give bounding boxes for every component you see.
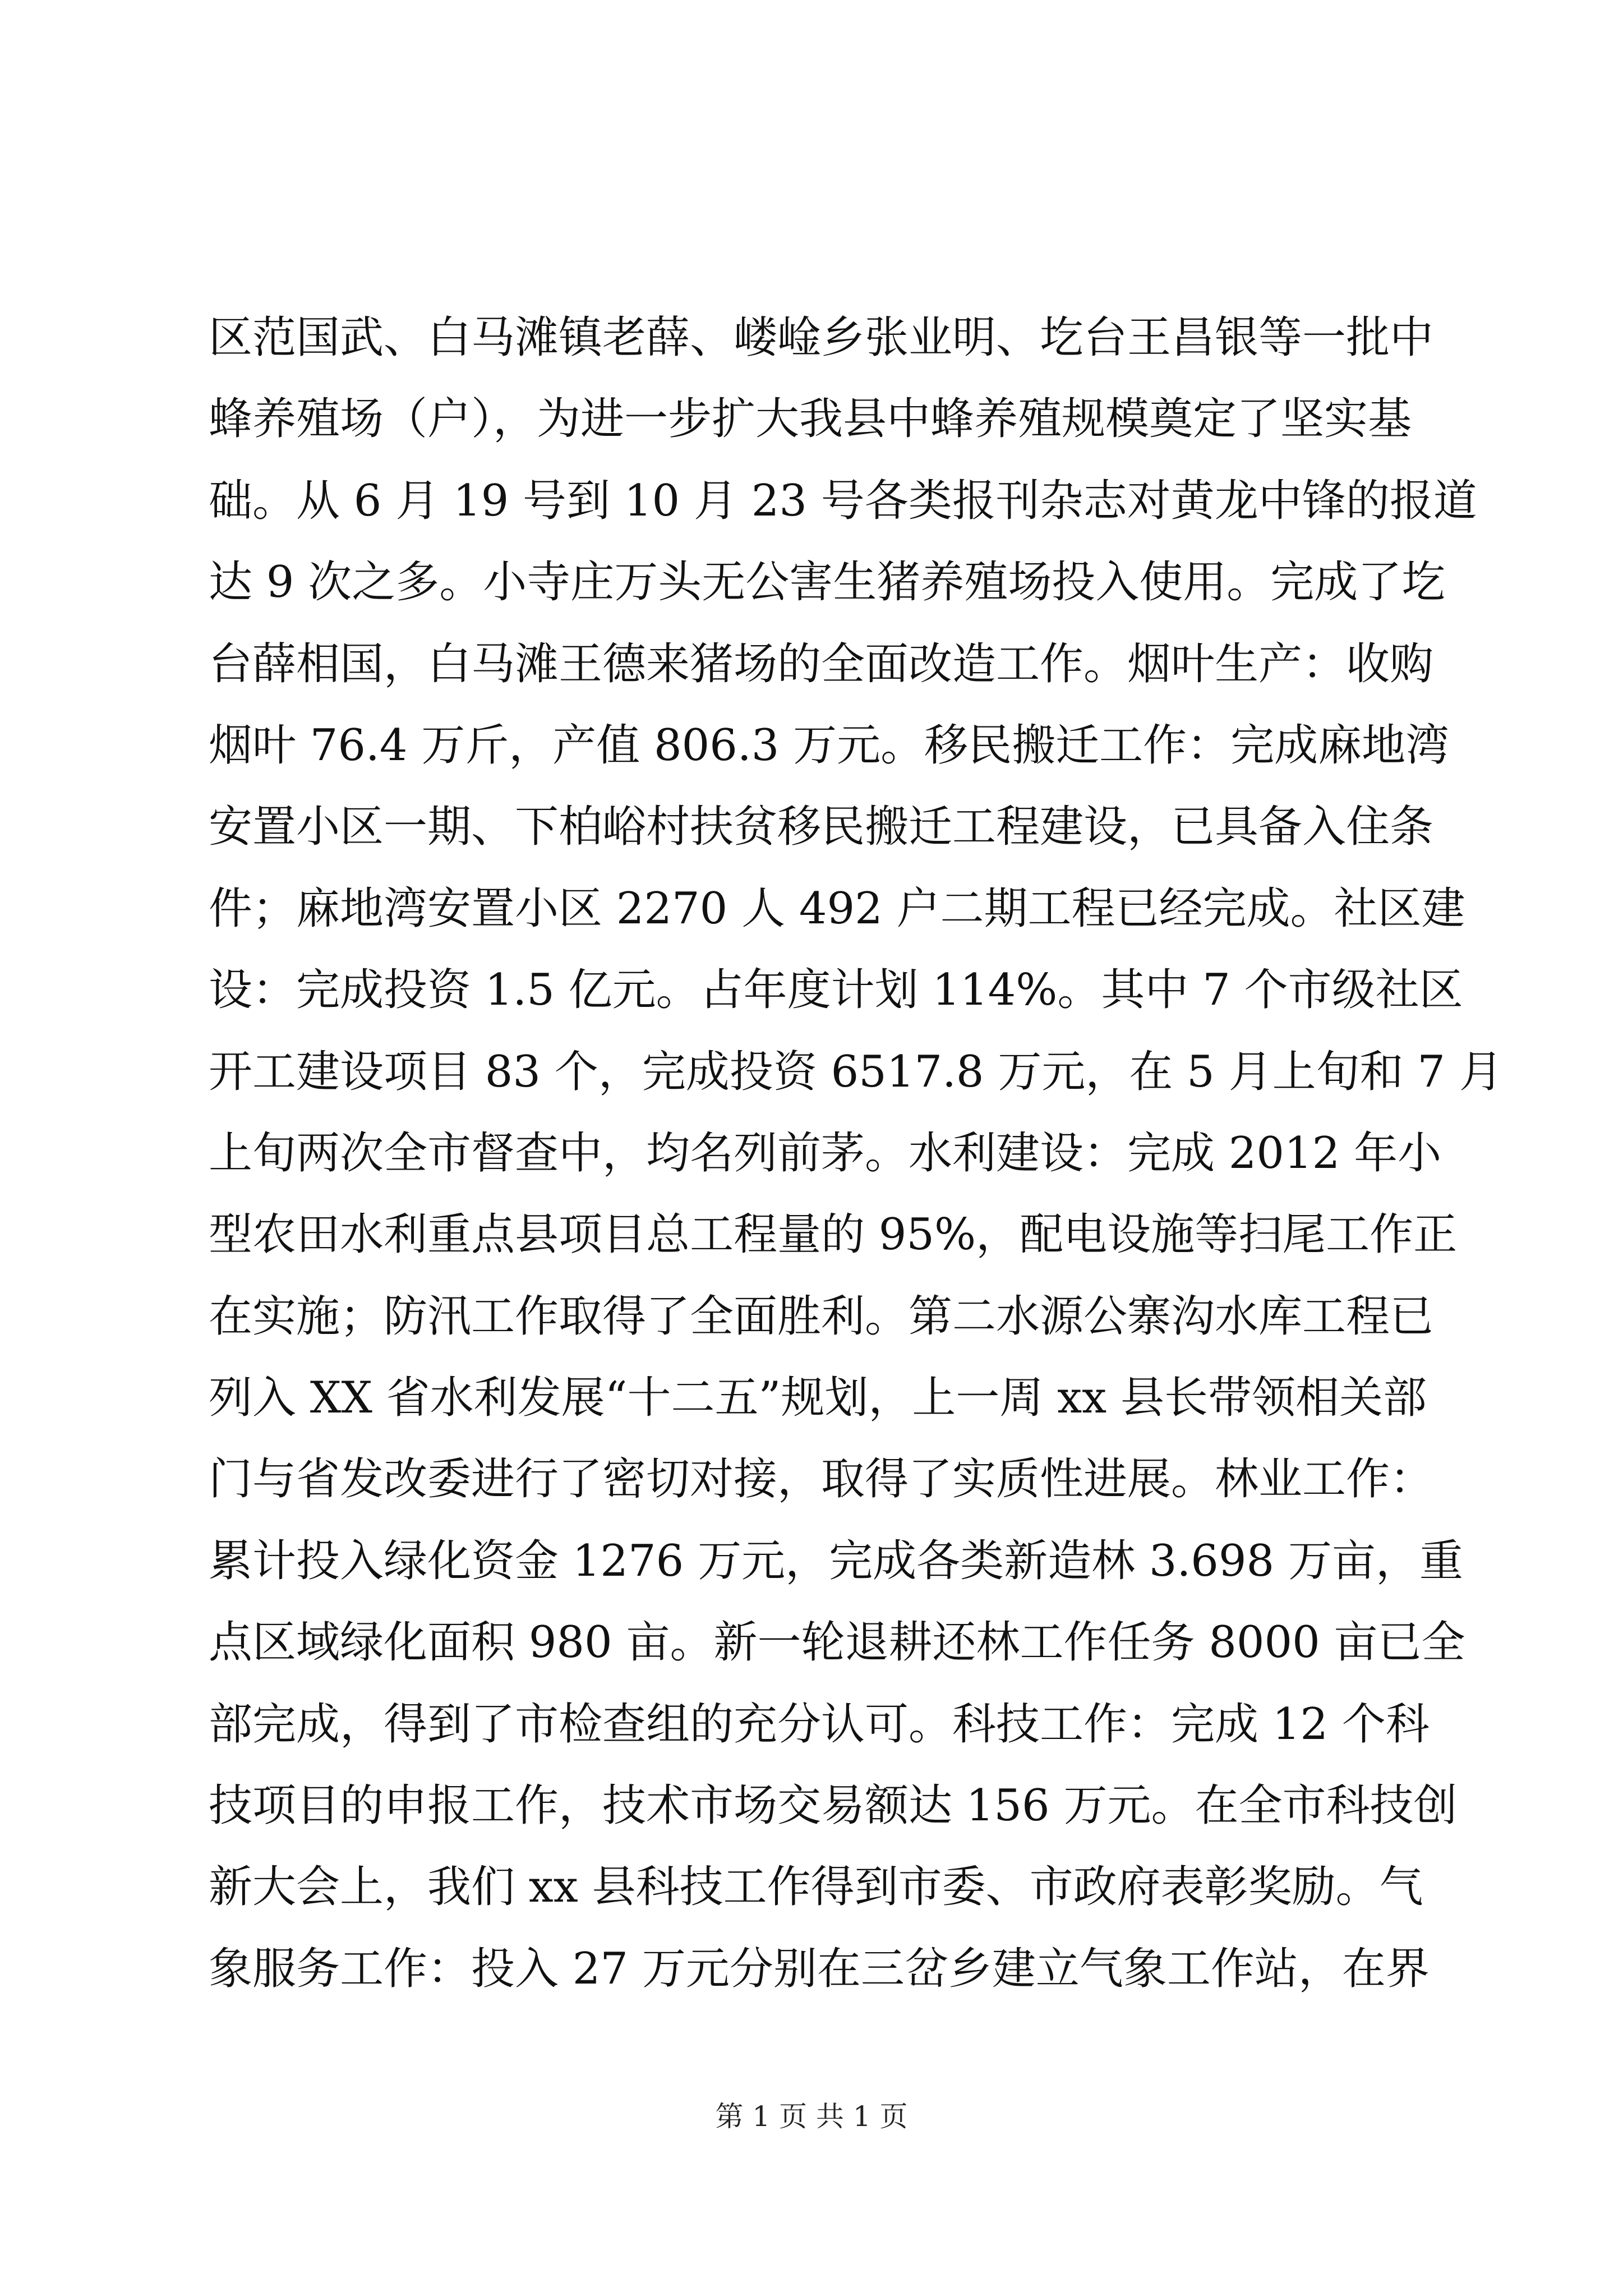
text-line: 累计投入绿化资金 1276 万元，完成各类新造林 3.698 万亩，重 (209, 1535, 1463, 1586)
text-line: 上旬两次全市督查中，均名列前茅。水利建设：完成 2012 年小 (209, 1128, 1442, 1179)
text-line: 设：完成投资 1.5 亿元。占年度计划 114%。其中 7 个市级社区 (209, 965, 1463, 1016)
text-line: 列入 XX 省水利发展“十二五”规划，上一周 xx 县长带领相关部 (209, 1373, 1427, 1424)
text-line: 达 9 次之多。小寺庄万头无公害生猪养殖场投入使用。完成了圪 (209, 557, 1446, 608)
text-line: 件；麻地湾安置小区 2270 人 492 户二期工程已经完成。社区建 (209, 883, 1465, 934)
text-line: 安置小区一期、下柏峪村扶贫移民搬迁工程建设，已具备入住条 (209, 802, 1434, 853)
text-line: 础。从 6 月 19 号到 10 月 23 号各类报刊杂志对黄龙中锋的报道 (209, 475, 1477, 526)
body-text (209, 297, 1503, 2010)
text-line: 门与省发改委进行了密切对接，取得了实质性进展。林业工作： (209, 1454, 1434, 1505)
text-line: 部完成，得到了市检查组的充分认可。科技工作：完成 12 个科 (209, 1699, 1430, 1750)
text-line: 象服务工作：投入 27 万元分别在三岔乡建立气象工作站，在界 (209, 1943, 1430, 1994)
text-line: 烟叶 76.4 万斤，产值 806.3 万元。移民搬迁工作：完成麻地湾 (209, 720, 1450, 771)
text-line: 型农田水利重点县项目总工程量的 95%，配电设施等扫尾工作正 (209, 1209, 1458, 1260)
page-number-label: 第 1 页 共 1 页 (715, 2100, 908, 2133)
text-line: 技项目的申报工作，技术市场交易额达 156 万元。在全市科技创 (209, 1780, 1458, 1832)
text-line: 蜂养殖场（户），为进一步扩大我县中蜂养殖规模奠定了坚实基 (209, 394, 1412, 445)
page-footer (0, 2097, 1623, 2136)
text-line: 点区域绿化面积 980 亩。新一轮退耕还林工作任务 8000 亩已全 (209, 1617, 1465, 1668)
text-line: 开工建设项目 83 个，完成投资 6517.8 万元，在 5 月上旬和 7 月 (209, 1046, 1503, 1097)
text-line: 台薛相国，白马滩王德来猪场的全面改造工作。烟叶生产：收购 (209, 638, 1434, 689)
text-line: 新大会上，我们 xx 县科技工作得到市委、市政府表彰奖励。气 (209, 1862, 1423, 1913)
text-line: 在实施；防汛工作取得了全面胜利。第二水源公寨沟水库工程已 (209, 1291, 1434, 1342)
text-line: 区范国武、白马滩镇老薛、嵝崯乡张业明、圪台王昌银等一批中 (209, 312, 1434, 363)
